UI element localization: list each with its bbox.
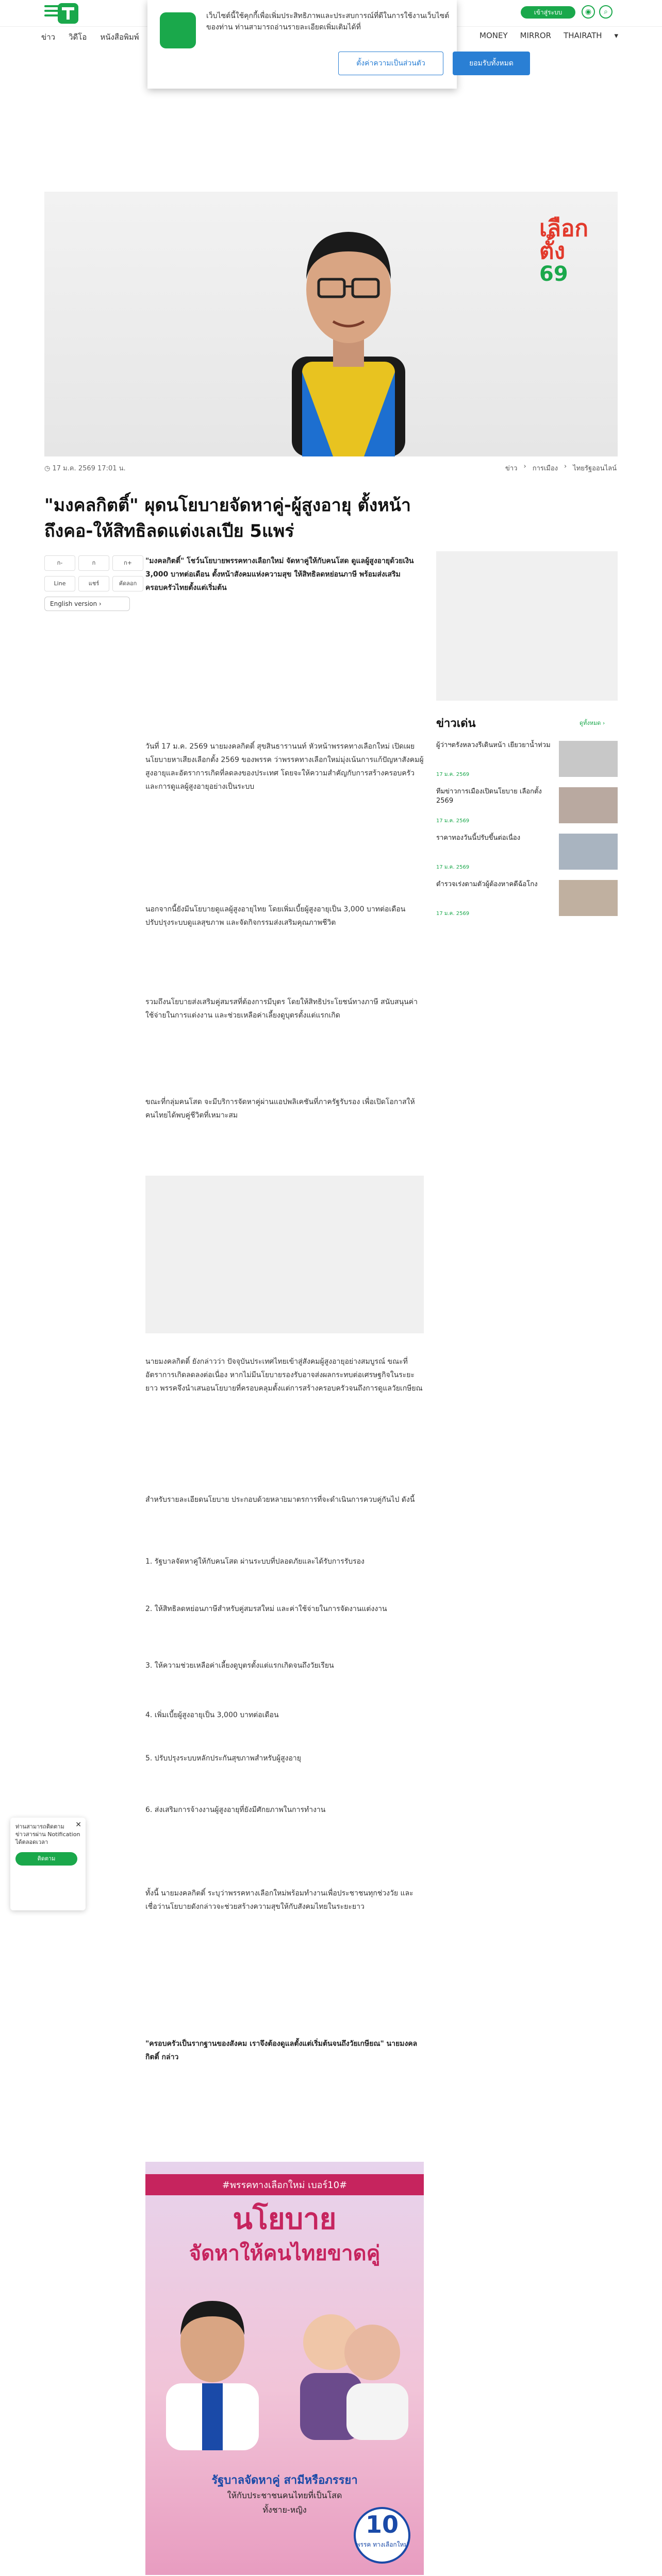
breadcrumb-item[interactable]: ข่าว: [505, 465, 518, 472]
share-button[interactable]: แชร์: [78, 576, 109, 591]
article-paragraph: 4. เพิ่มเบี้ยผู้สูงอายุเป็น 3,000 บาทต่อเดือน: [145, 1711, 279, 1719]
article-paragraph: วันที่ 17 ม.ค. 2569 นายมงคลกิตติ์ สุขสินธารานนท์ หัวหน้าพรรคทางเลือกใหม่ เปิดเผยนโยบายหาเสียงเลือกตั้ง 2569 ของพรรค ว่าพรรคทางเลือกใหม่มุ่งเน้นการแก้ปัญหาสังคมผู้สูงอายุและอัตราการเกิดที่ลดลงของประเทศ โดยจะให้ความสำคัญกับการสร้างครอบครัวและการดูแลผู้สูงอายุอย่างเป็นระบบ: [145, 742, 424, 791]
breadcrumb-item[interactable]: การเมือง: [532, 465, 558, 472]
sidebar-ad[interactable]: [436, 551, 618, 701]
sidebar-news-item[interactable]: ราคาทองวันนี้ปรับขึ้นต่อเนื่อง 17 ม.ค. 2569: [436, 834, 618, 875]
cookie-accept-button[interactable]: ยอมรับทั้งหมด: [453, 52, 530, 75]
couple-illustration: [285, 2296, 413, 2440]
sidebar-news-item[interactable]: ทีมข่าวการเมืองเปิดนโยบาย เลือกตั้ง 2569 17 ม.ค. 2569: [436, 787, 618, 828]
see-all-link[interactable]: ดูทั้งหมด ›: [580, 720, 605, 726]
article-paragraph: นอกจากนี้ยังมีนโยบายดูแลผู้สูงอายุไทย โดยเพิ่มเบี้ยผู้สูงอายุเป็น 3,000 บาทต่อเดือน ปรับปรุงระบบดูแลสุขภาพ และจัดกิจกรรมส่งเสริมคุณภาพชีวิต: [145, 905, 406, 927]
breadcrumb-item[interactable]: ไทยรัฐออนไลน์: [573, 465, 617, 472]
article-paragraph: นายมงคลกิตติ์ ยังกล่าวว่า ปัจจุบันประเทศไทยเข้าสู่สังคมผู้สูงอายุอย่างสมบูรณ์ ขณะที่อัตราการเกิดลดลงต่อเนื่อง หากไม่มีนโยบายรองรับอาจส่งผลกระทบต่อเศรษฐกิจในระยะยาว พรรคจึงนำเสนอนโยบายที่ครอบคลุมตั้งแต่การสร้างครอบครัวจนถึงการดูแลวัยเกษียณ: [145, 1358, 423, 1393]
nav-right: [479, 31, 618, 40]
article-paragraph: 6. ส่งเสริมการจ้างงานผู้สูงอายุที่ยังมีศักยภาพในการทำงาน: [145, 1806, 326, 1814]
hero-image: [44, 192, 618, 456]
nav-item[interactable]: MONEY: [479, 31, 508, 40]
thairath-logo[interactable]: [57, 2, 79, 25]
news-thumbnail: [559, 787, 618, 823]
election-badge: เลือกตั้ง 69: [539, 215, 589, 286]
user-icon[interactable]: ◉: [582, 5, 595, 19]
line-share-button[interactable]: Line: [44, 576, 75, 591]
follow-button[interactable]: ติดตาม: [15, 1852, 77, 1866]
news-thumbnail: [559, 741, 618, 777]
publish-date: ◷ 17 ม.ค. 2569 17:01 น.: [44, 465, 126, 472]
article-paragraph: ขณะที่กลุ่มคนโสด จะมีบริการจัดหาคู่ผ่านแอปพลิเคชันที่ภาครัฐรับรอง เพื่อเปิดโอกาสให้คนไทยได้พบคู่ชีวิตที่เหมาะสม: [145, 1098, 415, 1120]
signin-button[interactable]: เข้าสู่ระบบ: [521, 6, 575, 19]
article-paragraph: 3. ให้ความช่วยเหลือค่าเลี้ยงดูบุตรตั้งแต่แรกเกิดจนถึงวัยเรียน: [145, 1662, 334, 1670]
party-number-badge: 10 พรรค ทางเลือกใหม่: [354, 2507, 410, 2564]
thairath-logo: [160, 12, 196, 48]
article-paragraph: 1. รัฐบาลจัดหาคู่ให้กับคนโสด ผ่านระบบที่ปลอดภัยและได้รับการรับรอง: [145, 1557, 365, 1566]
nav-item[interactable]: หนังสือพิมพ์: [100, 32, 139, 42]
article-tools: [44, 555, 145, 611]
article-title: "มงคลกิตติ์" ผุดนโยบายจัดหาคู่-ผู้สูงอายุ ตั้งหน้าถึงคอ-ให้สิทธิลดแต่งเลเปีย 5แพร่: [44, 495, 411, 541]
nav-item[interactable]: ข่าว: [41, 32, 56, 42]
copy-link-button[interactable]: คัดลอก: [112, 576, 143, 591]
nav-item[interactable]: วิดีโอ: [69, 32, 87, 42]
news-thumbnail: [559, 834, 618, 870]
person-photo: [271, 202, 426, 456]
article-quote: "ครอบครัวเป็นรากฐานของสังคม เราจึงต้องดูแลตั้งแต่เริ่มต้นจนถึงวัยเกษียณ" นายมงคลกิตติ์ กล่าว: [145, 2040, 418, 2061]
article-paragraph: 2. ให้สิทธิลดหย่อนภาษีสำหรับคู่สมรสใหม่ และค่าใช้จ่ายในการจัดงานแต่งงาน: [145, 1605, 387, 1613]
notification-prompt: ✕ ท่านสามารถติดตามข่าวสารผ่าน Notification ได้ตลอดเวลา ติดตาม: [10, 1818, 86, 1910]
font-increase-button[interactable]: ก+: [112, 555, 143, 571]
close-icon[interactable]: ✕: [75, 1821, 81, 1829]
sidebar-heading: ข่าวเด่น: [436, 717, 476, 730]
font-decrease-button[interactable]: ก-: [44, 555, 75, 571]
cookie-text: เว็บไซต์นี้ใช้คุกกี้เพื่อเพิ่มประสิทธิภาพและประสบการณ์ที่ดีในการใช้งานเว็บไซต์ของท่าน ท่านสามารถอ่านรายละเอียดเพิ่มเติมได้ที่: [206, 12, 450, 31]
sidebar-news-item[interactable]: ตำรวจเร่งตามตัวผู้ต้องหาคดีฉ้อโกง 17 ม.ค. 2569: [436, 880, 618, 921]
policy-poster-matchmaking: #พรรคทางเลือกใหม่ เบอร์10# นโยบาย จัดหาให้คนไทยขาดคู่ รัฐบาลจัดหาคู่ สามีหรือภรรยา ให้กับประชาชนคนไทยที่เป็นโสด ทั้งชาย-หญิง 10 พรรค ทางเลือกใหม่: [145, 2162, 424, 2575]
breadcrumb: ข่าว › การเมือง › ไทยรัฐออนไลน์: [505, 463, 617, 472]
candidate-illustration: [156, 2285, 269, 2450]
search-icon[interactable]: ⌕: [599, 5, 613, 19]
article-paragraph: ทั้งนี้ นายมงคลกิตติ์ ระบุว่าพรรคทางเลือกใหม่พร้อมทำงานเพื่อประชาชนทุกช่วงวัย และเชื่อว่านโยบายดังกล่าวจะช่วยสร้างความสุขให้กับสังคมไทยในระยะยาว: [145, 1889, 413, 1911]
font-reset-button[interactable]: ก: [78, 555, 109, 571]
article-paragraph: รวมถึงนโยบายส่งเสริมคู่สมรสที่ต้องการมีบุตร โดยให้สิทธิประโยชน์ทางภาษี สนับสนุนค่าใช้จ่ายในการแต่งงาน และช่วยเหลือค่าเลี้ยงดูบุตรตั้งแต่แรกเกิด: [145, 998, 418, 1020]
article-paragraph: 5. ปรับปรุงระบบหลักประกันสุขภาพสำหรับผู้สูงอายุ: [145, 1754, 301, 1762]
article-paragraph: สำหรับรายละเอียดนโยบาย ประกอบด้วยหลายมาตรการที่จะดำเนินการควบคู่กันไป ดังนี้: [145, 1496, 415, 1504]
article-lead: "มงคลกิตติ์" โชว์นโยบายพรรคทางเลือกใหม่ จัดหาคู่ให้กับคนโสด ดูแลผู้สูงอายุด้วยเงิน 3,000 บาทต่อเดือน ตั้งหน้าสังคมแห่งความสุข ให้สิทธิลดหย่อนภาษี พร้อมส่งเสริมครอบครัวไทยตั้งแต่เริ่มต้น: [145, 557, 414, 592]
english-version-link[interactable]: English version ›: [44, 597, 130, 611]
sidebar-news-item[interactable]: ผู้ว่าฯตรังหลวงรีเดินหน้า เยียวยาน้ำท่วม 17 ม.ค. 2569: [436, 741, 618, 782]
nav-item[interactable]: MIRROR: [520, 31, 552, 40]
nav-item[interactable]: ▾: [614, 31, 619, 40]
news-thumbnail: [559, 880, 618, 916]
cookie-settings-button[interactable]: ตั้งค่าความเป็นส่วนตัว: [338, 52, 443, 75]
inline-ad[interactable]: [145, 1176, 424, 1333]
nav-item[interactable]: THAIRATH: [564, 31, 602, 40]
